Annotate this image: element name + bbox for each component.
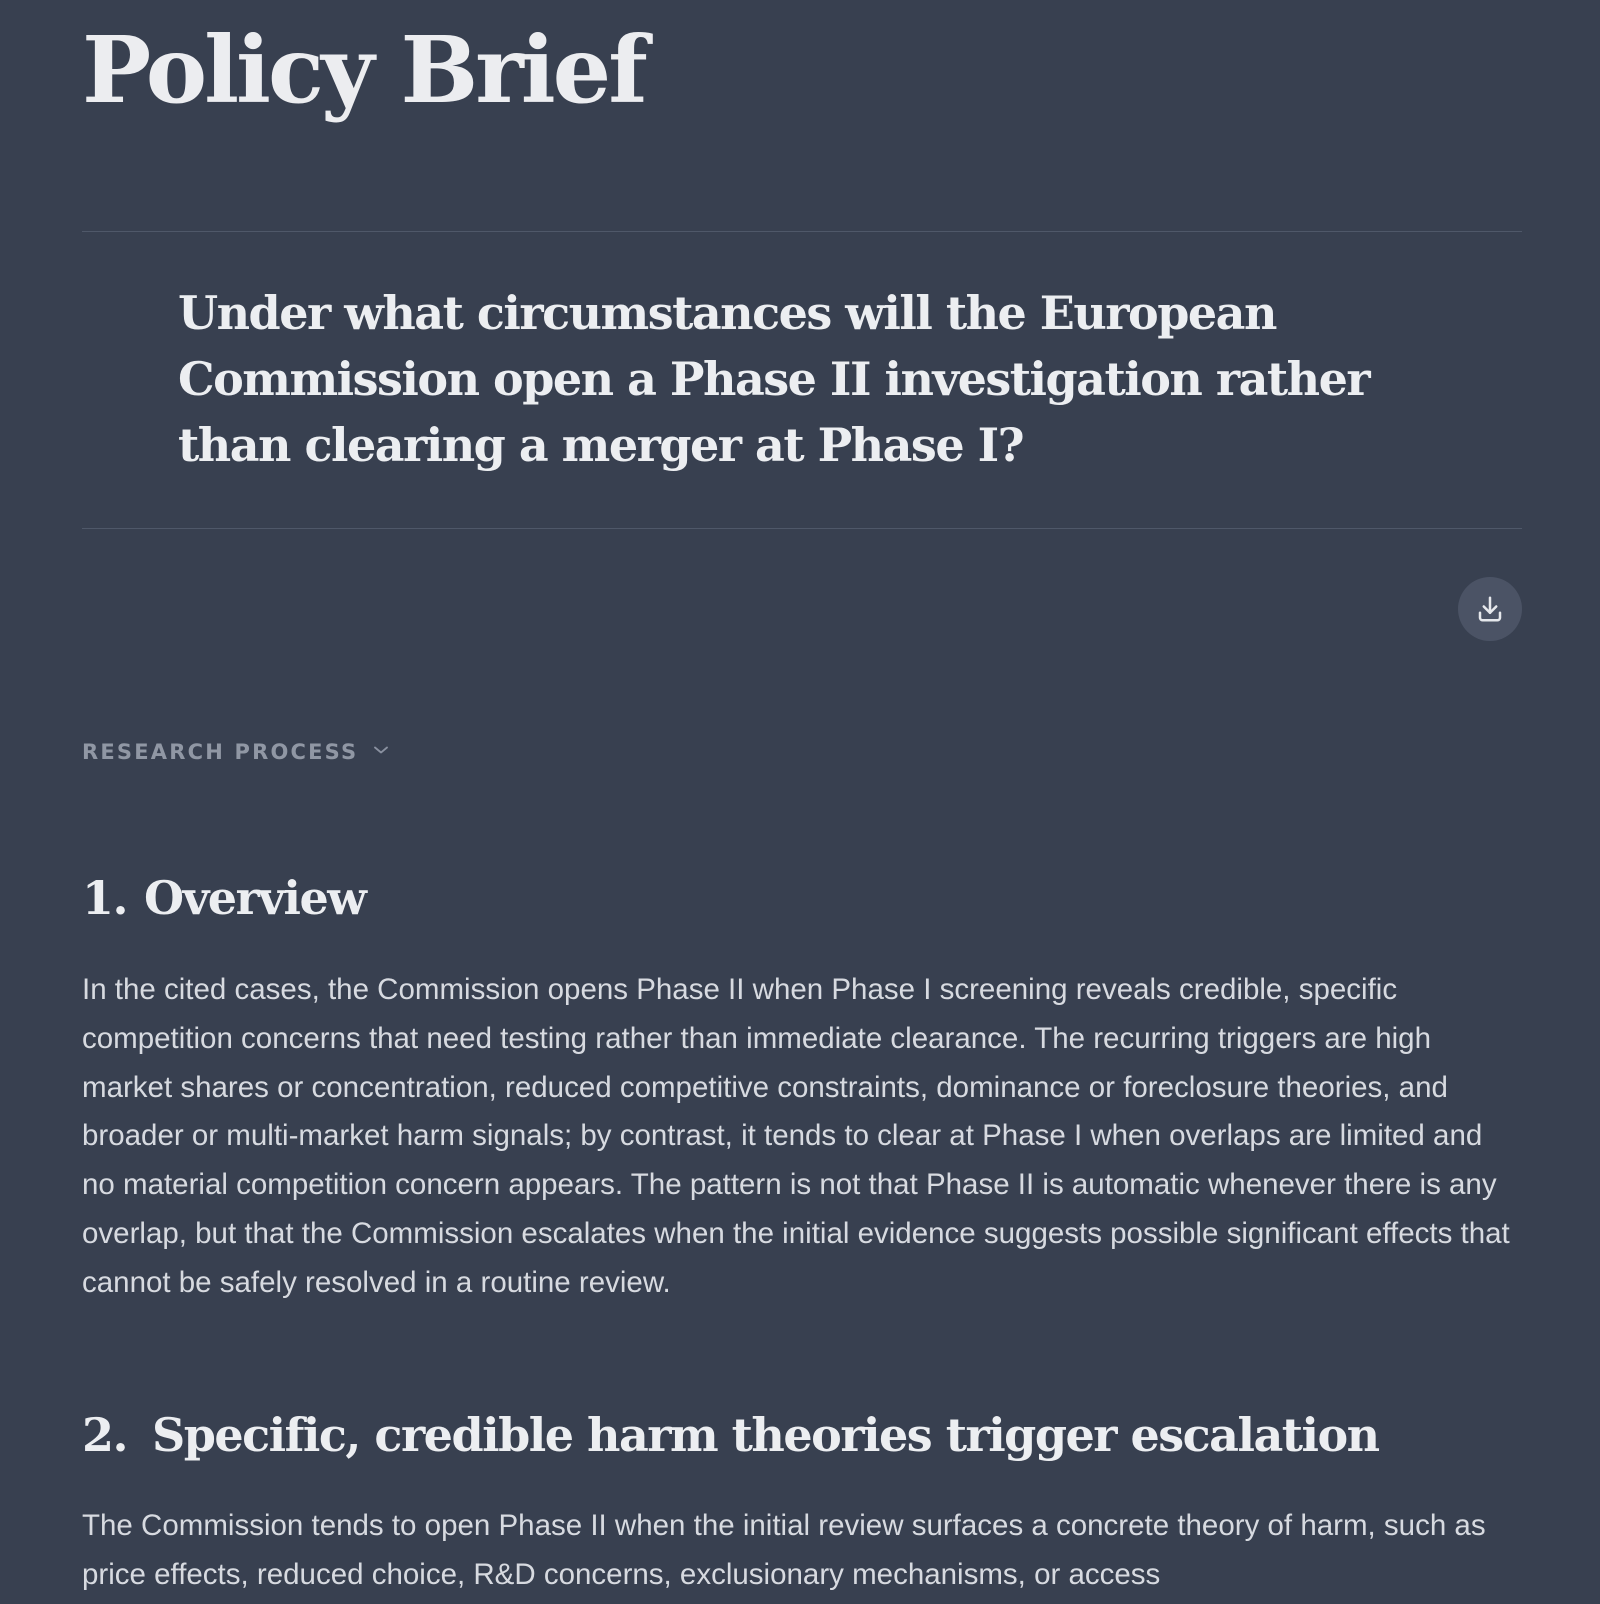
section-number: 2. (82, 1408, 128, 1462)
page-title: Policy Brief (82, 16, 645, 124)
divider-top (82, 231, 1522, 232)
research-question: Under what circumstances will the European Commission open a Phase II investigation rather than clearing a merger at Phase I? (178, 286, 1370, 472)
section-body-harm-theories: The Commission tends to open Phase II when the initial review surfaces a concrete theory of harm, such as price effects, reduced choice, R&D concerns, exclusionary mechanisms, or access (82, 1509, 1486, 1591)
section-heading-overview (82, 873, 365, 924)
section-number: 1. (82, 871, 128, 925)
section-title: Specific, credible harm theories trigger escalation (152, 1408, 1379, 1462)
divider-bottom (82, 528, 1522, 529)
section-body-overview: In the cited cases, the Commission opens Phase II when Phase I screening reveals credible, specific competition concerns that need testing rather than immediate clearance. The recurring triggers are high market shares or concentration, reduced competitive constraints, dominance or foreclosure theories, and broader or multi-market harm signals; by contrast, it tends to clear at Phase I when overlaps are limited and no material competition concern appears. The pattern is not that Phase II is automatic whenever there is any overlap, but that the Commission escalates when the initial evidence suggests possible significant effects that cannot be safely resolved in a routine review. (82, 973, 1510, 1299)
section-heading-harm-theories (82, 1410, 1379, 1461)
section-title: Overview (144, 871, 366, 925)
download-button[interactable] (1458, 577, 1522, 641)
download-icon (1475, 594, 1505, 624)
research-process-label: RESEARCH PROCESS (82, 740, 359, 764)
chevron-down-icon (372, 743, 390, 761)
research-process-toggle[interactable] (82, 740, 390, 764)
